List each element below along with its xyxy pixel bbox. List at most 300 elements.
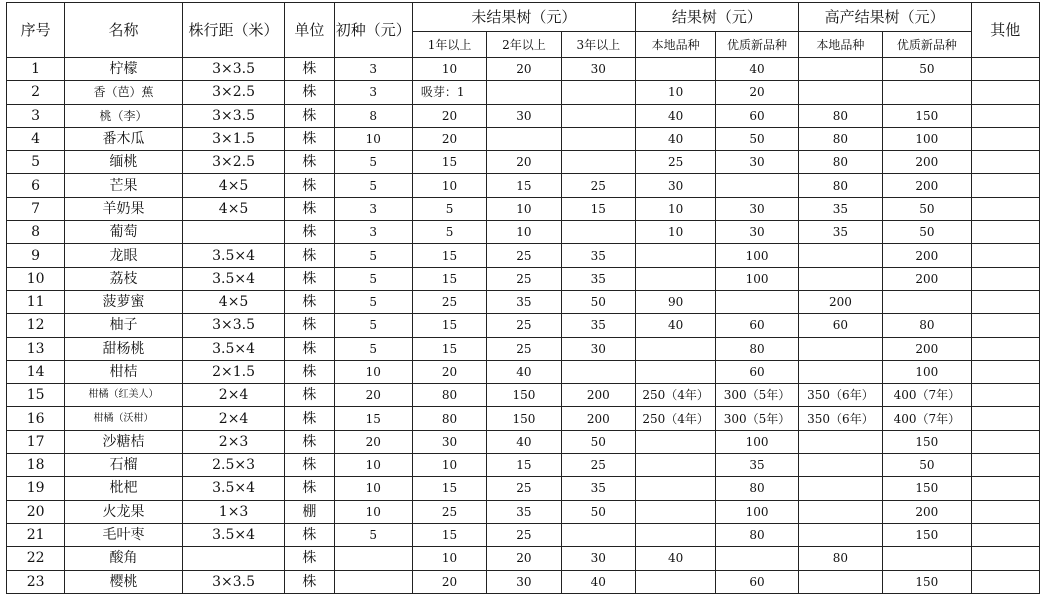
cell-seq: 2: [7, 81, 65, 104]
cell-high-premium: 200: [883, 174, 971, 197]
cell-unfruiting-1yr: 20: [412, 360, 486, 383]
cell-unfruiting-2yr: 15: [487, 454, 561, 477]
cell-unfruiting-3yr: 200: [561, 407, 635, 430]
cell-initial: 10: [334, 477, 412, 500]
cell-seq: 17: [7, 430, 65, 453]
cell-unit: 株: [285, 58, 334, 81]
cell-initial: 5: [334, 314, 412, 337]
cell-fruiting-premium: 300（5年）: [716, 384, 798, 407]
cell-other: [971, 221, 1039, 244]
table-body: [7, 58, 1040, 594]
table-row: [7, 360, 1040, 383]
cell-initial: 20: [334, 384, 412, 407]
cell-fruiting-premium: 100: [716, 244, 798, 267]
cell-other: [971, 81, 1039, 104]
cell-unfruiting-1yr: 15: [412, 337, 486, 360]
cell-other: [971, 477, 1039, 500]
header-sub-fruiting-local: 本地品种: [635, 32, 715, 58]
cell-unfruiting-1yr: 15: [412, 151, 486, 174]
cell-name: 石榴: [65, 454, 183, 477]
cell-unit: 株: [285, 151, 334, 174]
cell-seq: 5: [7, 151, 65, 174]
cell-fruiting-premium: 30: [716, 197, 798, 220]
cell-unit: 株: [285, 81, 334, 104]
cell-high-local: 80: [798, 104, 882, 127]
table-row: [7, 430, 1040, 453]
cell-other: [971, 197, 1039, 220]
cell-unfruiting-1yr: 15: [412, 244, 486, 267]
cell-unit: 株: [285, 127, 334, 150]
cell-high-premium: 100: [883, 127, 971, 150]
cell-other: [971, 547, 1039, 570]
table-row: [7, 337, 1040, 360]
cell-unfruiting-1yr: 吸芽：1: [412, 81, 486, 104]
cell-unfruiting-3yr: 40: [561, 570, 635, 593]
cell-high-premium: 150: [883, 570, 971, 593]
cell-initial: 5: [334, 290, 412, 313]
cell-spacing: 2×1.5: [182, 360, 284, 383]
cell-high-local: [798, 523, 882, 546]
cell-spacing: 3×3.5: [182, 570, 284, 593]
cell-unfruiting-3yr: 35: [561, 267, 635, 290]
cell-unfruiting-2yr: 25: [487, 477, 561, 500]
cell-seq: 13: [7, 337, 65, 360]
cell-name: 沙糖桔: [65, 430, 183, 453]
cell-fruiting-premium: 30: [716, 221, 798, 244]
header-unfruiting: 未结果树（元）: [412, 3, 635, 32]
cell-unfruiting-2yr: 35: [487, 500, 561, 523]
cell-name: 香（芭）蕉: [65, 81, 183, 104]
header-other: 其他: [971, 3, 1039, 58]
cell-unit: 株: [285, 523, 334, 546]
cell-fruiting-local: 40: [635, 127, 715, 150]
cell-name: 缅桃: [65, 151, 183, 174]
cell-fruiting-premium: 30: [716, 151, 798, 174]
cell-fruiting-local: [635, 500, 715, 523]
cell-fruiting-premium: [716, 174, 798, 197]
cell-name: 火龙果: [65, 500, 183, 523]
cell-spacing: 2×4: [182, 407, 284, 430]
cell-other: [971, 58, 1039, 81]
cell-name: 龙眼: [65, 244, 183, 267]
cell-high-local: [798, 244, 882, 267]
cell-unfruiting-3yr: 50: [561, 430, 635, 453]
table-row: [7, 197, 1040, 220]
cell-spacing: 3×2.5: [182, 151, 284, 174]
cell-unfruiting-1yr: 30: [412, 430, 486, 453]
table-row: [7, 221, 1040, 244]
cell-high-premium: [883, 290, 971, 313]
cell-unfruiting-1yr: 80: [412, 407, 486, 430]
cell-unfruiting-3yr: 50: [561, 290, 635, 313]
cell-spacing: 2×4: [182, 384, 284, 407]
cell-unit: 株: [285, 407, 334, 430]
cell-unfruiting-3yr: 25: [561, 454, 635, 477]
cell-high-local: 80: [798, 547, 882, 570]
cell-unfruiting-2yr: 15: [487, 174, 561, 197]
cell-unfruiting-3yr: 50: [561, 500, 635, 523]
cell-fruiting-premium: 40: [716, 58, 798, 81]
table-row: [7, 127, 1040, 150]
header-name: 名称: [65, 3, 183, 58]
cell-name: 桃（李）: [65, 104, 183, 127]
cell-fruiting-premium: [716, 290, 798, 313]
cell-unfruiting-1yr: 5: [412, 221, 486, 244]
cell-unfruiting-2yr: 40: [487, 360, 561, 383]
cell-other: [971, 267, 1039, 290]
cell-high-local: [798, 500, 882, 523]
table-row: [7, 523, 1040, 546]
cell-initial: 5: [334, 244, 412, 267]
cell-unfruiting-2yr: 30: [487, 104, 561, 127]
cell-other: [971, 244, 1039, 267]
cell-unfruiting-1yr: 25: [412, 290, 486, 313]
cell-high-premium: 400（7年）: [883, 407, 971, 430]
cell-other: [971, 290, 1039, 313]
cell-spacing: 3×1.5: [182, 127, 284, 150]
cell-unfruiting-3yr: [561, 523, 635, 546]
cell-unfruiting-1yr: 10: [412, 174, 486, 197]
table-row: [7, 244, 1040, 267]
cell-high-local: [798, 477, 882, 500]
cell-spacing: [182, 547, 284, 570]
cell-name: 甜杨桃: [65, 337, 183, 360]
cell-high-premium: 200: [883, 244, 971, 267]
cell-other: [971, 384, 1039, 407]
cell-fruiting-local: [635, 360, 715, 383]
cell-seq: 1: [7, 58, 65, 81]
cell-initial: 15: [334, 407, 412, 430]
cell-fruiting-premium: 60: [716, 360, 798, 383]
cell-fruiting-premium: 80: [716, 477, 798, 500]
cell-name: 葡萄: [65, 221, 183, 244]
cell-high-local: 350（6年）: [798, 407, 882, 430]
cell-spacing: 3.5×4: [182, 337, 284, 360]
cell-fruiting-local: 10: [635, 197, 715, 220]
cell-unit: 株: [285, 477, 334, 500]
table-row: [7, 104, 1040, 127]
table-row: [7, 570, 1040, 593]
cell-unfruiting-1yr: 20: [412, 104, 486, 127]
header-fruiting: 结果树（元）: [635, 3, 798, 32]
cell-fruiting-local: 250（4年）: [635, 407, 715, 430]
cell-high-local: [798, 430, 882, 453]
cell-fruiting-premium: [716, 547, 798, 570]
cell-initial: 3: [334, 58, 412, 81]
cell-unfruiting-1yr: 10: [412, 58, 486, 81]
cell-fruiting-premium: 80: [716, 337, 798, 360]
cell-unfruiting-1yr: 25: [412, 500, 486, 523]
cell-fruiting-local: 10: [635, 221, 715, 244]
cell-high-local: 60: [798, 314, 882, 337]
cell-unfruiting-2yr: 40: [487, 430, 561, 453]
cell-unfruiting-2yr: [487, 127, 561, 150]
cell-fruiting-local: 25: [635, 151, 715, 174]
cell-unfruiting-3yr: [561, 127, 635, 150]
cell-seq: 10: [7, 267, 65, 290]
cell-spacing: 3×3.5: [182, 104, 284, 127]
cell-high-local: [798, 360, 882, 383]
cell-unfruiting-3yr: 30: [561, 337, 635, 360]
cell-name: 枇杷: [65, 477, 183, 500]
header-seq: 序号: [7, 3, 65, 58]
cell-high-premium: 400（7年）: [883, 384, 971, 407]
cell-high-premium: 200: [883, 337, 971, 360]
cell-seq: 12: [7, 314, 65, 337]
cell-unfruiting-3yr: 15: [561, 197, 635, 220]
cell-unit: 棚: [285, 500, 334, 523]
table-row: [7, 407, 1040, 430]
cell-other: [971, 523, 1039, 546]
cell-seq: 11: [7, 290, 65, 313]
cell-other: [971, 104, 1039, 127]
cell-other: [971, 151, 1039, 174]
table-row: [7, 58, 1040, 81]
cell-unfruiting-1yr: 10: [412, 547, 486, 570]
cell-seq: 23: [7, 570, 65, 593]
cell-unfruiting-3yr: [561, 221, 635, 244]
cell-spacing: 1×3: [182, 500, 284, 523]
cell-high-local: [798, 337, 882, 360]
cell-name: 柚子: [65, 314, 183, 337]
cell-unfruiting-3yr: 25: [561, 174, 635, 197]
cell-unfruiting-3yr: [561, 81, 635, 104]
cell-unfruiting-2yr: 35: [487, 290, 561, 313]
cell-unfruiting-1yr: 15: [412, 477, 486, 500]
cell-fruiting-local: 40: [635, 104, 715, 127]
table-row: [7, 151, 1040, 174]
cell-unfruiting-1yr: 80: [412, 384, 486, 407]
cell-high-local: 35: [798, 221, 882, 244]
cell-initial: 3: [334, 221, 412, 244]
cell-unit: 株: [285, 174, 334, 197]
cell-fruiting-premium: 100: [716, 430, 798, 453]
cell-fruiting-premium: 50: [716, 127, 798, 150]
cell-fruiting-local: [635, 454, 715, 477]
cell-high-premium: 150: [883, 477, 971, 500]
cell-fruiting-premium: 35: [716, 454, 798, 477]
cell-fruiting-local: [635, 244, 715, 267]
cell-high-premium: 150: [883, 430, 971, 453]
cell-fruiting-premium: 80: [716, 523, 798, 546]
cell-fruiting-local: [635, 337, 715, 360]
cell-seq: 19: [7, 477, 65, 500]
cell-high-local: 80: [798, 127, 882, 150]
cell-other: [971, 407, 1039, 430]
cell-seq: 16: [7, 407, 65, 430]
cell-high-premium: 50: [883, 221, 971, 244]
cell-fruiting-premium: 20: [716, 81, 798, 104]
cell-high-premium: 200: [883, 267, 971, 290]
cell-spacing: [182, 221, 284, 244]
cell-fruiting-local: [635, 58, 715, 81]
cell-spacing: 4×5: [182, 290, 284, 313]
cell-other: [971, 454, 1039, 477]
table-row: [7, 454, 1040, 477]
cell-unit: 株: [285, 104, 334, 127]
cell-unfruiting-3yr: [561, 151, 635, 174]
cell-initial: [334, 570, 412, 593]
table-row: [7, 314, 1040, 337]
cell-unit: 株: [285, 197, 334, 220]
header-initial: 初种（元）: [334, 3, 412, 58]
cell-high-premium: 50: [883, 454, 971, 477]
cell-unit: 株: [285, 570, 334, 593]
cell-name: 樱桃: [65, 570, 183, 593]
cell-unit: 株: [285, 360, 334, 383]
cell-unfruiting-3yr: 30: [561, 58, 635, 81]
cell-seq: 8: [7, 221, 65, 244]
cell-high-local: 35: [798, 197, 882, 220]
cell-fruiting-local: 10: [635, 81, 715, 104]
cell-fruiting-local: 40: [635, 314, 715, 337]
cell-unit: 株: [285, 547, 334, 570]
cell-fruiting-local: [635, 430, 715, 453]
header-high-yield: 高产结果树（元）: [798, 3, 971, 32]
cell-other: [971, 360, 1039, 383]
cell-initial: 5: [334, 337, 412, 360]
header-sub-high-premium: 优质新品种: [883, 32, 971, 58]
cell-seq: 14: [7, 360, 65, 383]
cell-fruiting-local: 90: [635, 290, 715, 313]
cell-unit: 株: [285, 244, 334, 267]
cell-initial: 3: [334, 81, 412, 104]
cell-unit: 株: [285, 337, 334, 360]
cell-seq: 6: [7, 174, 65, 197]
cell-high-premium: 150: [883, 104, 971, 127]
cell-spacing: 3×3.5: [182, 58, 284, 81]
cell-other: [971, 314, 1039, 337]
cell-unfruiting-3yr: 200: [561, 384, 635, 407]
cell-seq: 15: [7, 384, 65, 407]
cell-seq: 22: [7, 547, 65, 570]
cell-unfruiting-1yr: 20: [412, 570, 486, 593]
cell-unit: 株: [285, 267, 334, 290]
table-row: [7, 267, 1040, 290]
cell-high-local: 80: [798, 151, 882, 174]
cell-spacing: 2.5×3: [182, 454, 284, 477]
cell-initial: 5: [334, 174, 412, 197]
cell-fruiting-local: [635, 523, 715, 546]
table-row: [7, 81, 1040, 104]
cell-high-premium: 150: [883, 523, 971, 546]
cell-high-premium: 200: [883, 151, 971, 174]
cell-initial: 3: [334, 197, 412, 220]
cell-unfruiting-2yr: 150: [487, 407, 561, 430]
cell-high-premium: [883, 81, 971, 104]
cell-unfruiting-2yr: 20: [487, 58, 561, 81]
cell-unfruiting-2yr: 30: [487, 570, 561, 593]
cell-unit: 株: [285, 221, 334, 244]
cell-fruiting-local: [635, 477, 715, 500]
cell-other: [971, 430, 1039, 453]
cell-unfruiting-2yr: 10: [487, 221, 561, 244]
cell-unfruiting-1yr: 10: [412, 454, 486, 477]
cell-spacing: 4×5: [182, 174, 284, 197]
cell-high-local: [798, 58, 882, 81]
cell-spacing: 4×5: [182, 197, 284, 220]
cell-initial: 10: [334, 454, 412, 477]
cell-unfruiting-1yr: 5: [412, 197, 486, 220]
cell-unfruiting-3yr: 35: [561, 244, 635, 267]
cell-fruiting-premium: 60: [716, 570, 798, 593]
table-row: [7, 547, 1040, 570]
cell-initial: 8: [334, 104, 412, 127]
cell-unfruiting-2yr: 20: [487, 151, 561, 174]
cell-spacing: 3.5×4: [182, 477, 284, 500]
cell-high-premium: 80: [883, 314, 971, 337]
cell-unfruiting-2yr: 25: [487, 337, 561, 360]
cell-unfruiting-1yr: 15: [412, 267, 486, 290]
table-row: [7, 500, 1040, 523]
cell-unfruiting-2yr: 25: [487, 523, 561, 546]
cell-other: [971, 337, 1039, 360]
cell-initial: 5: [334, 267, 412, 290]
cell-high-premium: 50: [883, 58, 971, 81]
cell-spacing: 3.5×4: [182, 244, 284, 267]
cell-unfruiting-3yr: [561, 104, 635, 127]
cell-name: 番木瓜: [65, 127, 183, 150]
cell-seq: 9: [7, 244, 65, 267]
cell-initial: [334, 547, 412, 570]
cell-name: 柑桔: [65, 360, 183, 383]
cell-name: 毛叶枣: [65, 523, 183, 546]
header-sub-2yr: 2年以上: [487, 32, 561, 58]
cell-unfruiting-3yr: 30: [561, 547, 635, 570]
cell-unfruiting-2yr: 25: [487, 314, 561, 337]
cell-fruiting-local: 30: [635, 174, 715, 197]
cell-fruiting-local: 40: [635, 547, 715, 570]
compensation-table: [6, 2, 1040, 594]
table-row: [7, 290, 1040, 313]
cell-fruiting-premium: 60: [716, 314, 798, 337]
cell-spacing: 3.5×4: [182, 267, 284, 290]
cell-name: 芒果: [65, 174, 183, 197]
header-sub-3yr: 3年以上: [561, 32, 635, 58]
cell-fruiting-local: [635, 570, 715, 593]
cell-seq: 18: [7, 454, 65, 477]
table-row: [7, 477, 1040, 500]
header-sub-fruiting-premium: 优质新品种: [716, 32, 798, 58]
cell-spacing: 3.5×4: [182, 523, 284, 546]
cell-high-premium: [883, 547, 971, 570]
cell-other: [971, 500, 1039, 523]
cell-spacing: 3×3.5: [182, 314, 284, 337]
cell-unfruiting-2yr: 10: [487, 197, 561, 220]
table-row: [7, 384, 1040, 407]
cell-initial: 20: [334, 430, 412, 453]
cell-unfruiting-3yr: [561, 360, 635, 383]
cell-unfruiting-3yr: 35: [561, 477, 635, 500]
cell-other: [971, 127, 1039, 150]
cell-high-local: [798, 81, 882, 104]
cell-name: 菠萝蜜: [65, 290, 183, 313]
cell-high-local: [798, 454, 882, 477]
cell-seq: 4: [7, 127, 65, 150]
cell-unfruiting-2yr: 150: [487, 384, 561, 407]
cell-high-premium: 100: [883, 360, 971, 383]
header-sub-high-local: 本地品种: [798, 32, 882, 58]
cell-unit: 株: [285, 454, 334, 477]
cell-name: 羊奶果: [65, 197, 183, 220]
cell-name: 柠檬: [65, 58, 183, 81]
header-sub-1yr: 1年以上: [412, 32, 486, 58]
cell-unit: 株: [285, 314, 334, 337]
cell-high-local: [798, 267, 882, 290]
cell-initial: 10: [334, 127, 412, 150]
cell-high-local: 350（6年）: [798, 384, 882, 407]
cell-name: 柑橘（沃柑）: [65, 407, 183, 430]
